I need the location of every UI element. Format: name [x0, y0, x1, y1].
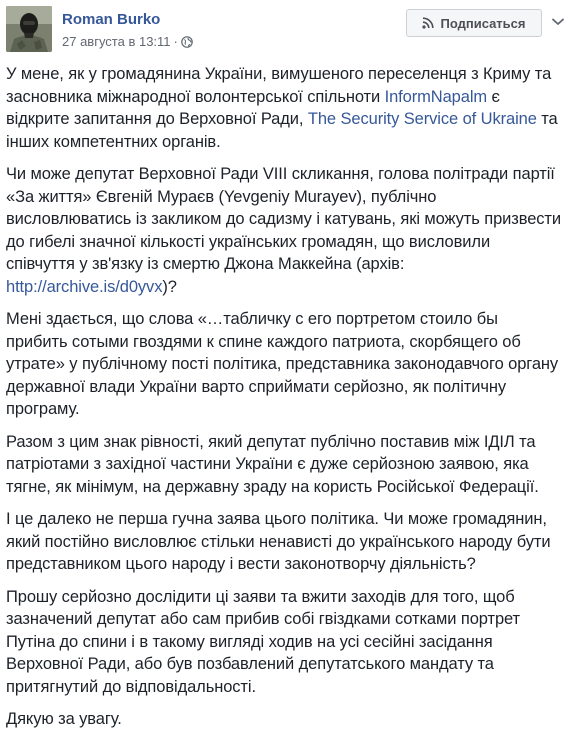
post-paragraph-1 [6, 63, 562, 153]
post-paragraph-4: Разом з цим знак рівності, який депутат публічно поставив між ІДІЛ та патріотами з західної частини України є дуже серйозною заявою, яка тягне, як мінімум, на державну зраду на користь Російської Федерації. [6, 432, 539, 496]
paragraph-1-text-b: є відкрите запитання до Верховної Ради, [6, 87, 500, 128]
meta-separator: · [173, 34, 178, 49]
post-paragraph-5: І це далеко не перша гучна заява цього політика. Чи може громадянин, який постійно висловлює стільки ненависті до українського народу бути представником цього народу і вести законотворчу діяльність? [6, 510, 551, 573]
post-timestamp[interactable]: 27 августа в 13:11 [62, 34, 171, 49]
chevron-down-icon [552, 13, 564, 31]
paragraph-2-text-b: )? [162, 277, 177, 296]
post-paragraph-3: Мені здається, що слова «…табличку с его портретом стоило бы прибить сотыми гвоздями к спине каждого патриота, скорбящего об утрате» у публічному пості політика, представника законодавчого органу державної влади України варто сприймати серйозно, як політичну програму. [6, 310, 559, 418]
paragraph-2-text-a: Чи може депутат Верховної Ради VIII скликання, голова політради партії «За життя» Євгеній Мураєв (Yevgeniy Murayev), публічно висловлюватись із закликом до садизму і катувань, які можуть призвести до гибелі значної кількості українських громадян, що висловили співчуття у зв'язку із смертю Джона Маккейна (архів: [6, 165, 562, 273]
rss-icon [422, 17, 434, 29]
paragraph-1-text-a: У мене, як у громадянина України, вимушеного переселенця з Криму та засновника міжнародної волонтерської спільноти [6, 65, 552, 106]
subscribe-button[interactable] [406, 9, 542, 37]
author-name[interactable]: Roman Burko [62, 11, 161, 28]
globe-icon[interactable] [181, 36, 193, 48]
paragraph-1-text-c: та інших компетентних органів. [6, 110, 558, 151]
avatar-image [6, 6, 52, 52]
archive-link[interactable]: http://archive.is/d0yvx [6, 277, 163, 296]
post-paragraph-6: Прошу серйозно дослідити ці заяви та вжити заходів для того, щоб зазначений депутат або сам прибив собі гвіздками сотками портрет Путіна до спини і в такому вигляді ходив на усі сесійні засідання Верховної Ради, або був позбавлений депутатського мандату та притягнутий до відповідальності. [6, 587, 521, 696]
informnapalm-link[interactable]: InformNapalm [384, 87, 488, 106]
post-meta [62, 34, 193, 49]
post-paragraph-2 [6, 163, 562, 298]
sbu-link[interactable]: The Security Service of Ukraine [307, 110, 537, 128]
post-header [6, 6, 565, 52]
post-paragraph-7: Дякую за увагу. [6, 710, 122, 728]
subscribe-label: Подписаться [440, 15, 526, 31]
post-options-button[interactable] [548, 12, 568, 32]
avatar[interactable] [6, 6, 52, 52]
post-body [6, 63, 562, 741]
